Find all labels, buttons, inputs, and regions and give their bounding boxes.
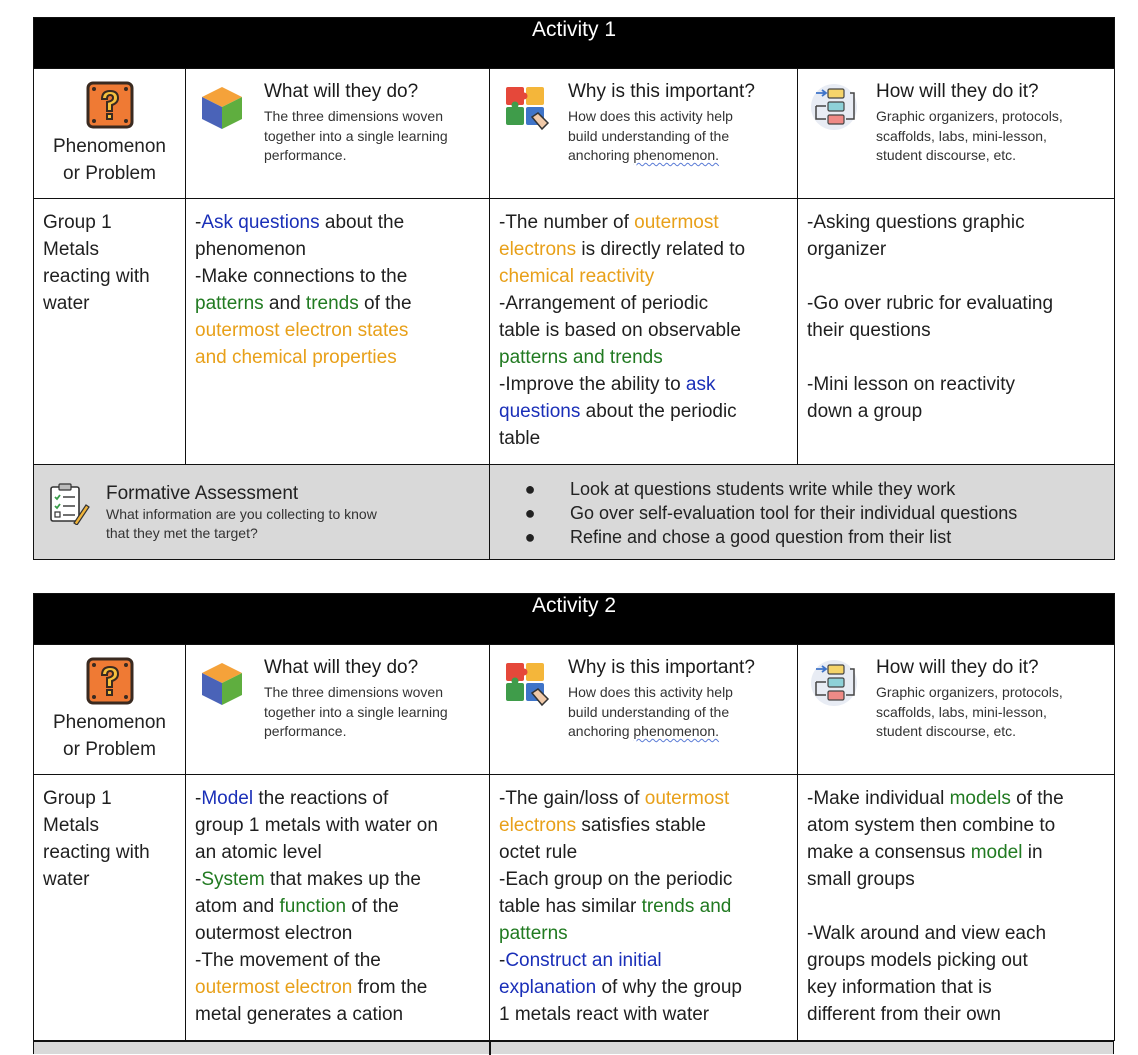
text: - <box>195 788 202 809</box>
text: satisfies stable <box>576 815 707 836</box>
why-sub-phenomenon: phenomenon. <box>633 147 720 163</box>
crosscut-term: function <box>279 896 347 917</box>
how-sub: Graphic organizers, protocols, <box>876 108 1063 124</box>
what-sub: together into a single learning <box>264 127 448 144</box>
how-sub: scaffolds, labs, mini-lesson, <box>876 703 1047 720</box>
practice-term: questions <box>499 401 581 422</box>
formative-sub: What information are you collecting to know <box>106 506 377 522</box>
text: -The number of <box>499 212 635 233</box>
phenomenon-label: Phenomenon <box>52 136 167 157</box>
text-line <box>499 371 789 398</box>
formative-row-partial <box>33 1041 1114 1054</box>
crosscut-term: patterns and trends <box>499 347 663 368</box>
why-header <box>490 69 797 166</box>
list-item <box>490 525 1114 549</box>
text-line <box>195 974 481 1001</box>
text: in <box>1022 842 1043 863</box>
group-line: reacting with <box>43 266 150 287</box>
text: and <box>263 293 306 314</box>
text-line: groups models picking out <box>807 950 1028 971</box>
text-line: their questions <box>807 320 931 341</box>
text-line: outermost electron <box>195 923 353 944</box>
crosscut-term: models <box>949 788 1011 809</box>
why-sub <box>568 146 755 166</box>
why-title: Why is this important? <box>568 81 755 102</box>
text-line <box>807 839 1106 866</box>
text-line: -Mini lesson on reactivity <box>807 374 1016 395</box>
text: make a consensus <box>807 842 971 863</box>
why-header <box>490 645 797 742</box>
dci-term: outermost <box>634 212 719 233</box>
dci-term: outermost electron states <box>195 320 409 341</box>
what-title: What will they do? <box>264 81 419 102</box>
activity-2-table <box>33 593 1114 1041</box>
text-line: -Walk around and view each <box>807 923 1047 944</box>
group-line: Metals <box>43 815 99 836</box>
text-line <box>195 866 481 893</box>
text-line <box>499 398 789 425</box>
list-item-text: Look at questions students write while they work <box>570 479 956 499</box>
text-line <box>195 893 481 920</box>
text-line <box>499 974 789 1001</box>
crosscut-term: model <box>970 842 1023 863</box>
text-line <box>499 812 789 839</box>
how-header <box>798 645 1114 742</box>
text-line: -Asking questions graphic <box>807 212 1025 233</box>
practice-term: explanation <box>499 977 597 998</box>
bullet-icon: ● <box>524 527 536 547</box>
text-line: table is based on observable <box>499 320 741 341</box>
text: of the <box>358 293 412 314</box>
how-sub: scaffolds, labs, mini-lesson, <box>876 127 1047 144</box>
dci-term: outermost electron <box>195 977 353 998</box>
formative-title: Formative Assessment <box>106 483 299 504</box>
text: table has similar <box>499 896 642 917</box>
crosscut-term: System <box>201 869 265 890</box>
text: atom and <box>195 896 280 917</box>
text-line: atom system then combine to <box>807 815 1056 836</box>
text-line <box>195 290 481 317</box>
text: of why the group <box>596 977 742 998</box>
text: of the <box>1010 788 1064 809</box>
bullet-icon: ● <box>524 479 536 499</box>
how-title: How will they do it? <box>876 657 1039 678</box>
text-line: 1 metals react with water <box>499 1004 710 1025</box>
list-item <box>490 477 1114 501</box>
text-line <box>195 785 481 812</box>
text: from the <box>352 977 428 998</box>
text-line: table <box>499 428 541 449</box>
text: -Improve the ability to <box>499 374 686 395</box>
how-sub: student discourse, etc. <box>876 723 1017 739</box>
puzzle-icon <box>502 659 550 707</box>
cube-icon <box>198 659 246 707</box>
text-line <box>195 209 481 236</box>
list-item-text: Go over self-evaluation tool for their individual questions <box>570 503 1018 523</box>
text: about the <box>319 212 405 233</box>
text-line: -Each group on the periodic <box>499 869 733 890</box>
list-item <box>490 501 1114 525</box>
phenomenon-header <box>34 645 185 763</box>
how-content <box>798 199 1114 431</box>
puzzle-icon <box>502 83 550 131</box>
crosscut-term: patterns <box>195 293 264 314</box>
practice-term: Model <box>201 788 254 809</box>
what-sub: performance. <box>264 723 347 739</box>
group-line: Metals <box>43 239 99 260</box>
text: - <box>499 950 506 971</box>
text-line <box>807 785 1106 812</box>
why-sub: How does this activity help <box>568 684 733 700</box>
crosscut-term: trends and <box>641 896 732 917</box>
text-line: an atomic level <box>195 842 322 863</box>
what-title: What will they do? <box>264 657 419 678</box>
what-sub: The three dimensions woven <box>264 684 443 700</box>
text-line: -Arrangement of periodic <box>499 293 709 314</box>
text-line <box>499 236 789 263</box>
text-line <box>499 893 789 920</box>
checklist-icon <box>48 483 90 525</box>
text: of the <box>346 896 399 917</box>
group-line: Group 1 <box>43 212 112 233</box>
question-block-icon <box>86 657 134 705</box>
phenomenon-label-2: or Problem <box>63 739 156 760</box>
what-header <box>186 645 489 742</box>
what-content <box>186 775 489 1034</box>
activity-title: Activity 2 <box>34 594 1115 645</box>
crosscut-term: trends <box>305 293 359 314</box>
text-line <box>499 785 789 812</box>
why-sub-text: anchoring <box>568 723 634 739</box>
list-item-text: Refine and chose a good question from their list <box>570 527 952 547</box>
text: -Make individual <box>807 788 950 809</box>
text-line: organizer <box>807 239 887 260</box>
what-sub: The three dimensions woven <box>264 108 443 124</box>
group-label <box>34 775 185 899</box>
text-line <box>499 947 789 974</box>
text-line: key information that is <box>807 977 992 998</box>
text-line: octet rule <box>499 842 578 863</box>
why-sub-text: anchoring <box>568 147 634 163</box>
dci-term: and chemical properties <box>195 347 397 368</box>
how-sub: student discourse, etc. <box>876 147 1017 163</box>
phenomenon-header <box>34 69 185 187</box>
text: about the periodic <box>580 401 737 422</box>
practice-term: Construct an initial <box>505 950 662 971</box>
text-line: -Go over rubric for evaluating <box>807 293 1054 314</box>
text-line: small groups <box>807 869 915 890</box>
text-line: group 1 metals with water on <box>195 815 438 836</box>
practice-term: Ask questions <box>201 212 320 233</box>
why-sub-phenomenon: phenomenon. <box>633 723 720 739</box>
text: -The gain/loss of <box>499 788 645 809</box>
why-sub: How does this activity help <box>568 108 733 124</box>
what-sub: performance. <box>264 147 347 163</box>
why-sub: build understanding of the <box>568 127 730 144</box>
group-line: water <box>43 293 90 314</box>
dci-term: electrons <box>499 239 577 260</box>
text: that makes up the <box>264 869 422 890</box>
text: the reactions of <box>253 788 389 809</box>
why-content <box>490 775 797 1034</box>
bullet-icon: ● <box>524 503 536 523</box>
text-line: phenomenon <box>195 239 306 260</box>
formative-assessment-label <box>34 465 489 543</box>
text: - <box>195 869 202 890</box>
how-content <box>798 775 1114 1034</box>
why-sub: build understanding of the <box>568 703 730 720</box>
why-content <box>490 199 797 458</box>
dci-term: chemical reactivity <box>499 266 655 287</box>
text-line: metal generates a cation <box>195 1004 404 1025</box>
question-block-icon <box>86 81 134 129</box>
flowchart-icon <box>810 83 858 131</box>
activity-1-table <box>33 17 1114 560</box>
dci-term: electrons <box>499 815 577 836</box>
how-sub: Graphic organizers, protocols, <box>876 684 1063 700</box>
what-content <box>186 199 489 377</box>
why-sub <box>568 722 755 742</box>
how-title: How will they do it? <box>876 81 1039 102</box>
dci-term: outermost <box>644 788 730 809</box>
text-line: -The movement of the <box>195 950 381 971</box>
text: is directly related to <box>576 239 746 260</box>
crosscut-term: patterns <box>499 923 568 944</box>
text-line: -Make connections to the <box>195 266 408 287</box>
formative-sub: that they met the target? <box>106 525 258 541</box>
activity-title: Activity 1 <box>34 18 1115 69</box>
text-line <box>499 209 789 236</box>
flowchart-icon <box>810 659 858 707</box>
group-line: Group 1 <box>43 788 112 809</box>
formative-list <box>490 477 1114 549</box>
group-line: reacting with <box>43 842 150 863</box>
text-line: down a group <box>807 401 923 422</box>
practice-term: ask <box>685 374 716 395</box>
group-line: water <box>43 869 90 890</box>
text-line: different from their own <box>807 1004 1001 1025</box>
group-label <box>34 199 185 323</box>
phenomenon-label: Phenomenon <box>52 712 167 733</box>
why-title: Why is this important? <box>568 657 755 678</box>
text: - <box>195 212 202 233</box>
what-header <box>186 69 489 166</box>
what-sub: together into a single learning <box>264 703 448 720</box>
phenomenon-label-2: or Problem <box>63 163 156 184</box>
how-header <box>798 69 1114 166</box>
cube-icon <box>198 83 246 131</box>
